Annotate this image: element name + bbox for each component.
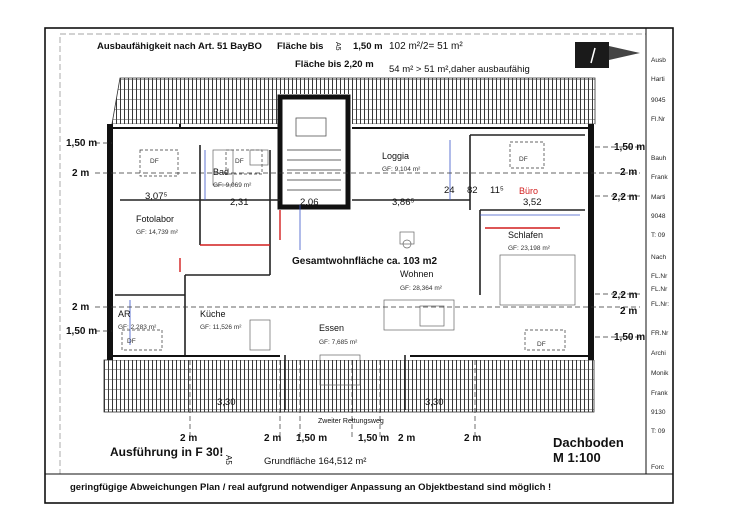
level-label: 1,50 m — [296, 433, 328, 444]
sidebar-item: FL.Nr: — [651, 301, 670, 308]
sidebar-item: 9045 — [651, 97, 666, 104]
room-essen-area: GF: 7,685 m² — [319, 339, 358, 346]
dim-value: 2,31 — [230, 197, 249, 208]
sidebar-item: T: 09 — [651, 232, 666, 239]
sidebar-item: Ausb — [651, 57, 666, 64]
sidebar-item: 9048 — [651, 213, 666, 220]
header-line1-d: 102 m²/2= 51 m² — [389, 41, 463, 52]
sidebar-item: 9130 — [651, 409, 666, 416]
bottom-level-labels — [180, 433, 481, 444]
room-wohnen: Wohnen — [400, 269, 434, 279]
level-label: 2,2 m — [612, 290, 638, 301]
north-arrow-icon — [575, 42, 640, 68]
room-loggia-area: GF: 9,104 m² — [382, 166, 421, 173]
df-label: DF — [150, 158, 159, 165]
stamp-a5: A5 — [224, 455, 233, 465]
dim-value: 3,52 — [523, 197, 542, 208]
dim-value: 3,30 — [217, 397, 236, 408]
title-line2: M 1:100 — [553, 450, 601, 465]
room-loggia: Loggia — [382, 151, 410, 161]
room-buero: Büro — [519, 186, 539, 196]
dim-value: 82 — [467, 185, 478, 196]
ausfuehrung-note: Ausführung in F 30! — [110, 445, 224, 459]
total-area: Gesamtwohnfläche ca. 103 m2 — [292, 256, 438, 267]
sidebar-info — [651, 57, 669, 471]
right-level-labels — [612, 142, 645, 343]
df-label: DF — [127, 338, 136, 345]
level-label: 2 m — [398, 433, 416, 444]
sidebar-item: Monik — [651, 370, 669, 377]
level-label: 1,50 m — [66, 138, 98, 149]
room-schlafen: Schlafen — [508, 230, 544, 240]
room-bad-area: GF: 9,069 m² — [213, 182, 252, 189]
level-label: 1,50 m — [66, 326, 98, 337]
dim-value: 3,30 — [425, 397, 444, 408]
room-fotolabor-area: GF: 14,739 m² — [136, 229, 178, 236]
header-stamp: A5 — [334, 42, 341, 51]
header-line2-b: 54 m² > 51 m²,daher ausbaufähig — [389, 64, 530, 75]
level-label: 2,2 m — [612, 192, 638, 203]
rettungsweg-label: Zweiter Rettungsweg — [318, 418, 384, 425]
grundflaeche: Grundfläche 164,512 m² — [264, 456, 367, 467]
level-label: 2 m — [620, 167, 638, 178]
title-line1: Dachboden — [553, 435, 624, 450]
sidebar-item: T: 09 — [651, 428, 666, 435]
header — [97, 41, 530, 75]
header-line1-c: 1,50 m — [353, 41, 383, 52]
level-label: 1,50 m — [358, 433, 390, 444]
header-line1-a: Ausbaufähigkeit nach Art. 51 BayBO — [97, 41, 262, 52]
df-label: DF — [537, 341, 546, 348]
level-label: 2 m — [264, 433, 282, 444]
room-wohnen-area: GF: 28,364 m² — [400, 285, 442, 292]
sidebar-item: Harti — [651, 76, 665, 83]
dim-value: 11⁵ — [490, 185, 504, 196]
room-fotolabor: Fotolabor — [136, 214, 175, 224]
sidebar-item: FR.Nr — [651, 330, 669, 337]
sidebar-item: Fl.Nr — [651, 116, 666, 123]
room-bad: Bad — [213, 167, 230, 177]
level-label: 2 m — [180, 433, 198, 444]
sidebar-item: Marti — [651, 194, 666, 201]
left-level-labels — [66, 138, 97, 337]
level-label: 1,50 m — [614, 332, 646, 343]
sidebar-item: Forc — [651, 464, 664, 471]
room-ar: AR — [118, 309, 131, 319]
df-label: DF — [519, 156, 528, 163]
room-kueche: Küche — [200, 309, 226, 319]
sidebar-item: Bauh — [651, 155, 667, 162]
room-schlafen-area: GF: 23,198 m² — [508, 245, 550, 252]
df-label: DF — [235, 158, 244, 165]
level-label: 2 m — [464, 433, 482, 444]
dim-value: 2,06 — [300, 197, 319, 208]
room-kueche-area: GF: 11,526 m² — [200, 324, 242, 331]
sidebar-item: Archi — [651, 350, 666, 357]
sidebar-item: Frank — [651, 390, 668, 397]
room-ar-area: GF: 2,283 m² — [118, 324, 157, 331]
level-label: 1,50 m — [614, 142, 646, 153]
header-line2-a: Fläche bis 2,20 m — [295, 59, 374, 70]
header-line1-b: Fläche bis — [277, 41, 324, 52]
room-essen: Essen — [319, 323, 345, 333]
sidebar-item: FL.Nr — [651, 273, 668, 280]
dim-value: 24 — [444, 185, 455, 196]
level-label: 2 m — [620, 306, 638, 317]
level-label: 2 m — [72, 168, 90, 179]
sidebar-item: FL.Nr — [651, 286, 668, 293]
sidebar-item: Frank — [651, 174, 668, 181]
level-label: 2 m — [72, 302, 90, 313]
footer-note: geringfügige Abweichungen Plan / real aufgrund notwendiger Anpassung an Objektbestand sind möglich ! — [70, 482, 552, 493]
dim-value: 3,07⁵ — [145, 191, 168, 202]
dim-value: 3,86⁵ — [392, 197, 415, 208]
sidebar-item: Nach — [651, 254, 667, 261]
